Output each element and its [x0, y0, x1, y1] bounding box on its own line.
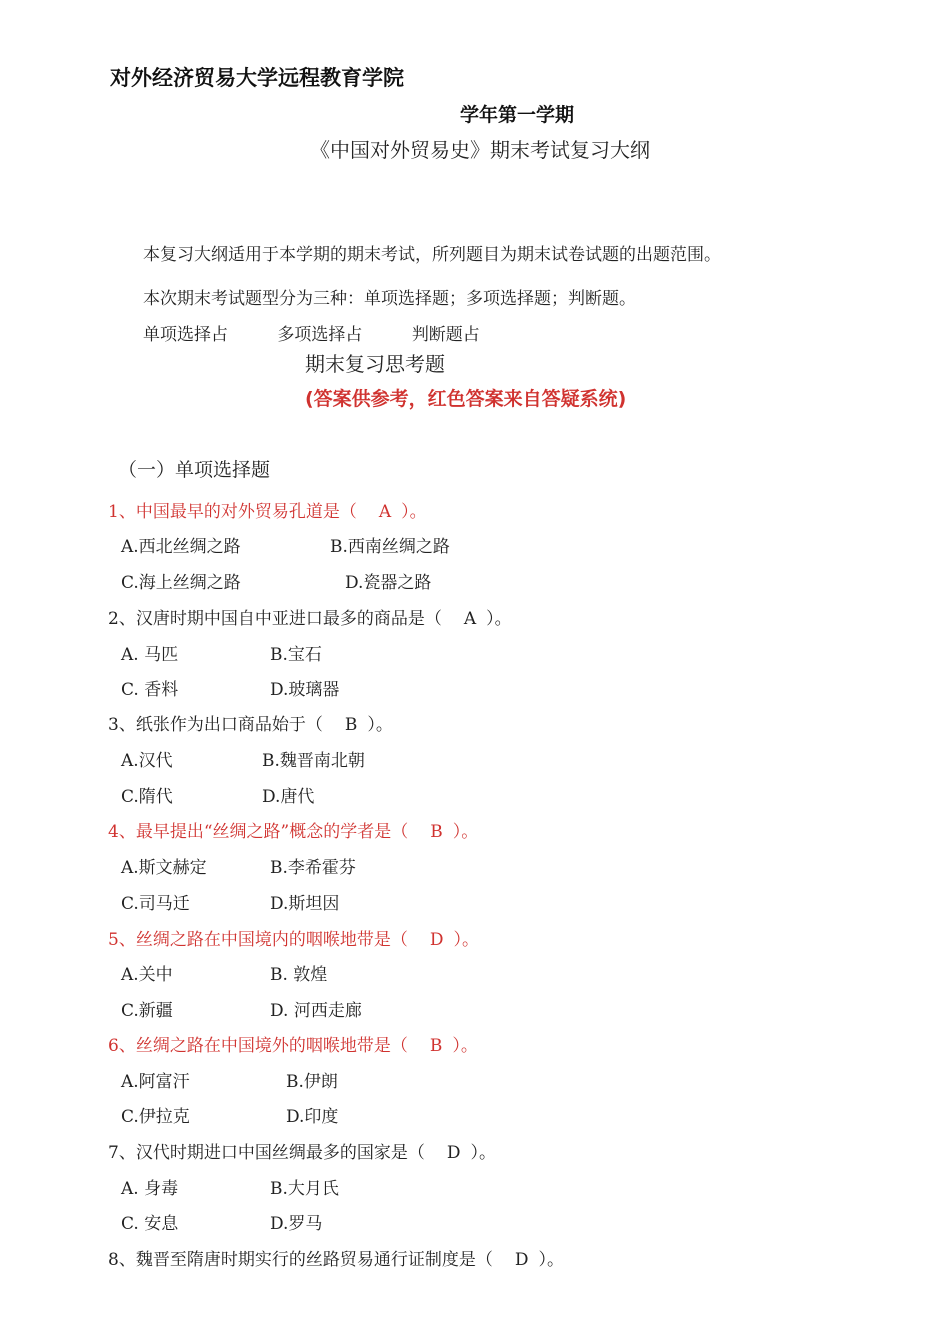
question-close: ）。 [452, 822, 479, 842]
option-b: B. 敦煌 [270, 965, 328, 985]
option-a: A.斯文赫定 [121, 858, 207, 878]
question-stem: 6、丝绸之路在中国境外的咽喉地带是（ [108, 1036, 408, 1056]
option-a: A.阿富汗 [121, 1072, 190, 1092]
question-7 [108, 1138, 496, 1163]
option-b: B.魏晋南北朝 [262, 751, 365, 771]
question-answer: D [446, 1143, 461, 1163]
question-close: ）。 [452, 1036, 478, 1056]
question-close: ）。 [401, 502, 427, 522]
question-close: ）。 [470, 1143, 496, 1163]
option-c: C. 安息 [121, 1214, 179, 1234]
question-answer: A [463, 609, 477, 629]
question-8 [108, 1245, 564, 1270]
option-b: B.宝石 [270, 645, 322, 665]
question-stem: 7、汉代时期进口中国丝绸最多的国家是（ [108, 1143, 425, 1163]
option-c: C.海上丝绸之路 [121, 573, 241, 593]
option-a: A.汉代 [121, 751, 173, 771]
option-d: D.瓷器之路 [345, 573, 432, 593]
course-title: 《中国对外贸易史》期末考试复习大纲 [310, 138, 650, 162]
question-2 [108, 604, 512, 629]
option-a: A. 身毒 [121, 1179, 179, 1199]
option-b: B.李希霍芬 [270, 858, 356, 878]
question-stem: 3、纸张作为出口商品始于（ [108, 715, 323, 735]
question-stem: 2、汉唐时期中国自中亚进口最多的商品是（ [108, 609, 442, 629]
option-b: B.西南丝绸之路 [330, 537, 450, 557]
question-close: ）。 [453, 930, 479, 950]
question-stem: 8、魏晋至隋唐时期实行的丝路贸易通行证制度是（ [108, 1250, 493, 1270]
question-close: ）。 [486, 609, 512, 629]
option-d: D.斯坦因 [270, 894, 340, 914]
option-a: A.西北丝绸之路 [121, 537, 241, 557]
option-d: D.罗马 [270, 1214, 323, 1234]
option-b: B.伊朗 [286, 1072, 338, 1092]
question-answer: B [344, 715, 358, 735]
option-c: C.新疆 [121, 1001, 173, 1021]
question-stem: 5、丝绸之路在中国境内的咽喉地带是（ [108, 930, 408, 950]
question-answer: B [429, 1036, 443, 1056]
institution-name: 对外经济贸易大学远程教育学院 [110, 66, 404, 90]
option-c: C.伊拉克 [121, 1107, 190, 1127]
option-c: C. 香料 [121, 680, 179, 700]
question-4 [108, 817, 478, 842]
option-d: D.玻璃器 [270, 680, 340, 700]
option-b: B.大月氏 [270, 1179, 339, 1199]
question-answer: A [378, 502, 392, 522]
option-a: A.关中 [121, 965, 173, 985]
question-answer: D [514, 1250, 529, 1270]
term-label: 学年第一学期 [460, 104, 575, 126]
question-3 [108, 710, 393, 735]
intro-line-1: 本复习大纲适用于本学期的期末考试，所列题目为期末试卷试题的出题范围。 [143, 245, 721, 265]
option-c: C.司马迁 [121, 894, 190, 914]
question-close: ）。 [538, 1250, 564, 1270]
question-close: ）。 [367, 715, 393, 735]
option-d: D. 河西走廊 [270, 1001, 362, 1021]
question-answer: B [430, 822, 443, 842]
question-5 [108, 925, 479, 950]
option-d: D.印度 [286, 1107, 339, 1127]
option-c: C.隋代 [121, 787, 173, 807]
question-1 [108, 497, 427, 522]
question-answer: D [429, 930, 444, 950]
score-true-false: 判断题占 [411, 325, 480, 345]
answer-note: (答案供参考，红色答案来自答疑系统) [305, 388, 627, 410]
intro-line-2: 本次期末考试题型分为三种：单项选择题；多项选择题；判断题。 [143, 289, 636, 309]
section-title: （一）单项选择题 [118, 459, 271, 481]
review-title: 期末复习思考题 [305, 352, 445, 376]
score-multiple-choice: 多项选择占 [277, 325, 363, 345]
question-6 [108, 1031, 478, 1056]
question-stem: 4、最早提出“丝绸之路”概念的学者是（ [108, 822, 409, 842]
question-stem: 1、中国最早的对外贸易孔道是（ [108, 502, 357, 522]
score-distribution [143, 320, 524, 345]
option-a: A. 马匹 [121, 645, 179, 665]
score-single-choice: 单项选择占 [143, 325, 228, 345]
option-d: D.唐代 [262, 787, 315, 807]
